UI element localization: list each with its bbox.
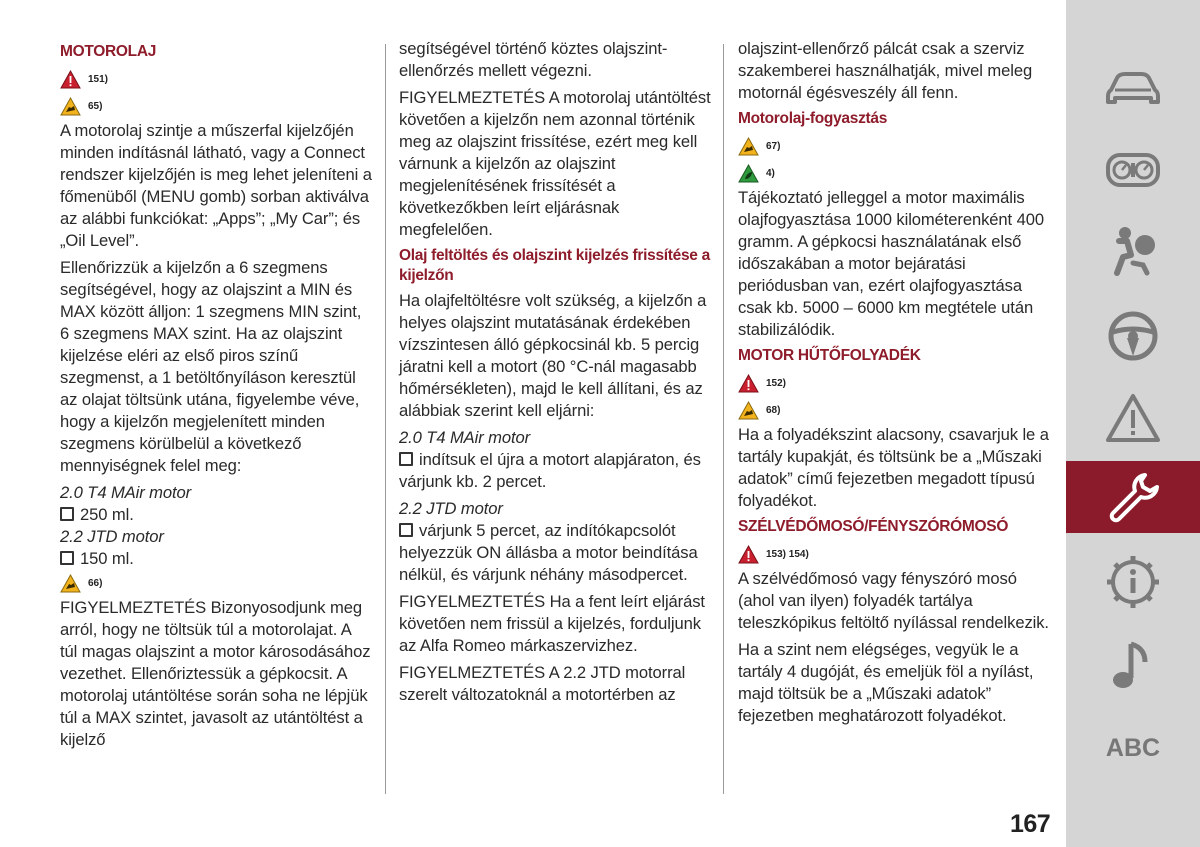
warning-ref-text: 151): [88, 74, 109, 85]
paragraph: FIGYELMEZTETÉS Bizonyosodjunk meg arról, hogy ne töltsük túl a motorolajat. A túl magas olajszint a motor károsodásához vezethet. Ellenőriztessük a gépkocsit. A motorolaj utántöltése során soha ne lépjük túl a MAX szintet, javasolt az utántöltést a kijelző: [60, 598, 371, 749]
chapter-sidebar: [1066, 0, 1200, 847]
engine-label: 2.2 JTD motor: [399, 499, 503, 518]
warning-ref-text: 67): [766, 141, 781, 152]
caution-hand-icon: [60, 97, 81, 116]
warning-ref: [738, 397, 1050, 424]
paragraph: segítségével történő köztes olajszint-ellenőrzés mellett végezni.: [399, 39, 668, 80]
paragraph: Ha olajfeltöltésre volt szükség, a kijelzőn a helyes olajszint mutatásának érdekében vízszintesen álló gépkocsinál kb. 5 percig járatni kell a motort (80 °C-nál magasabb hőmérsékleten), majd le kell állítani, és az alábbiak szerint kell eljárni:: [399, 291, 707, 420]
checkbox-bullet-icon: [399, 452, 413, 466]
warning-ref: [738, 541, 1050, 568]
danger-triangle-icon: [60, 70, 81, 89]
paragraph: olajszint-ellenőrző pálcát csak a szerviz szakemberei használhatják, mivel meleg motornál égésveszély áll fenn.: [738, 39, 1033, 102]
caution-hand-icon: [60, 574, 81, 593]
checkbox-bullet-icon: [60, 507, 74, 521]
steering-wheel-icon[interactable]: [1066, 300, 1200, 372]
paragraph: FIGYELMEZTETÉS Ha a fent leírt eljárást követően nem frissül a kijelzés, forduljunk az Alfa Romeo márkaszervizhez.: [399, 592, 705, 655]
abc-index-icon[interactable]: [1066, 712, 1200, 784]
section-heading-motorolaj-fogyasztas: Motorolaj-fogyasztás: [738, 110, 888, 127]
column-3: [738, 38, 1050, 732]
paragraph: Tájékoztató jelleggel a motor maximális olajfogyasztása 1000 kilométerenként 400 gramm. A gépkocsi használatának első időszakában a motor bejáratási periódusban van, ezért olajfogyasztása csak kb. 5000 – 6000 km megtétele után stabilizálódik.: [738, 188, 1044, 339]
paragraph: A motorolaj szintje a műszerfal kijelzőjén minden indításnál látható, vagy a Connect rendszer kijelzőjén is meg lehet jeleníteni a főmenüből (MENU gomb) sorban aktiválva az alábbi funkciókat: „Apps”; „My Car”; és „Oil Level”.: [60, 121, 372, 250]
column-divider: [385, 44, 386, 794]
paragraph: FIGYELMEZTETÉS A motorolaj utántöltést követően a kijelzőn nem azonnal történik meg az olajszint frissítése, ezért meg kell várnunk a kijelzőn az olajszint megjelenítésének frissítését a következőkben leírt eljárásnak megfelelően.: [399, 88, 711, 239]
caution-hand-icon: [738, 401, 759, 420]
danger-triangle-icon: [738, 374, 759, 393]
step-text: indítsuk el újra a motort alapjáraton, és várjunk kb. 2 percet.: [399, 450, 701, 491]
environment-leaf-icon: [738, 164, 759, 183]
warning-ref: [60, 66, 372, 93]
warning-ref: [738, 133, 1050, 160]
section-heading-szelvedomoso: SZÉLVÉDŐMOSÓ/FÉNYSZÓRÓMOSÓ: [738, 518, 1009, 535]
engine-label: 2.2 JTD motor: [60, 527, 164, 546]
column-divider: [723, 44, 724, 794]
section-heading-motor-hutofolyadek: MOTOR HŰTŐFOLYADÉK: [738, 347, 921, 364]
warning-ref-text: 65): [88, 101, 103, 112]
paragraph: Ha a szint nem elégséges, vegyük le a tartály 4 dugóját, és emeljük föl a nyílást, majd töltsük be a „Műszaki adatok” fejezetben meghatározott folyadékot.: [738, 640, 1034, 725]
amount-item: [60, 504, 372, 526]
abc-label: ABC: [1105, 733, 1161, 762]
step-text: várjunk 5 percet, az indítókapcsolót helyezzük ON állásba a motor beindítása nélkül, és várjunk néhány másodpercet.: [399, 521, 698, 584]
section-heading-olaj-feltoltes: Olaj feltöltés és olajszint kijelzés frissítése a kijelzőn: [399, 247, 710, 284]
warning-ref: [738, 370, 1050, 397]
page-number: 167: [1010, 810, 1051, 838]
warning-ref-text: 66): [88, 578, 103, 589]
paragraph: A szélvédőmosó vagy fényszóró mosó (ahol van ilyen) folyadék tartálya teleszkópikus feltöltő nyílással rendelkezik.: [738, 569, 1049, 632]
dashboard-icon[interactable]: [1066, 134, 1200, 206]
paragraph: Ellenőrizzük a kijelzőn a 6 szegmens segítségével, hogy az olajszint a MIN és MAX között álljon: 1 szegmens MIN szint, 6 szegmens MAX szint. Ha az olajszint kijelzése eléri az első piros színű szegmenst, a 1 betöltőnyíláson keresztül az olajat töltsünk utána, figyelembe véve, hogy a kijelzőn megjelenített minden szegmens körülbelül a következő mennyiségnek felel meg:: [60, 258, 362, 475]
warning-ref-text: 4): [766, 168, 775, 179]
warning-ref-text: 153) 154): [766, 549, 809, 560]
amount-text: 150 ml.: [80, 549, 134, 568]
wrench-icon[interactable]: [1066, 461, 1200, 533]
engine-label: 2.0 T4 MAir motor: [60, 483, 192, 502]
warning-ref: [60, 570, 372, 597]
warning-ref-text: 152): [766, 378, 787, 389]
airbag-icon[interactable]: [1066, 215, 1200, 287]
column-2: [399, 38, 711, 711]
section-heading-motorolaj: MOTOROLAJ: [60, 43, 157, 60]
paragraph: Ha a folyadékszint alacsony, csavarjuk le a tartály kupakját, és töltsünk be a „Műszaki adatok” című fejezetben megadott típusú folyadékot.: [738, 425, 1049, 510]
music-note-icon[interactable]: [1066, 630, 1200, 702]
checkbox-bullet-icon: [399, 523, 413, 537]
step-item: [399, 449, 711, 493]
warning-ref-text: 68): [766, 405, 781, 416]
car-icon[interactable]: [1066, 52, 1200, 124]
column-1: [60, 38, 372, 756]
amount-text: 250 ml.: [80, 505, 134, 524]
warning-ref: [60, 93, 372, 120]
caution-hand-icon: [738, 137, 759, 156]
paragraph: FIGYELMEZTETÉS A 2.2 JTD motorral szerelt változatoknál a motortérben az: [399, 663, 686, 704]
warning-triangle-icon[interactable]: [1066, 382, 1200, 454]
danger-triangle-icon: [738, 545, 759, 564]
checkbox-bullet-icon: [60, 551, 74, 565]
step-item: [399, 520, 711, 586]
warning-ref: [738, 160, 1050, 187]
engine-label: 2.0 T4 MAir motor: [399, 428, 531, 447]
amount-item: [60, 548, 372, 570]
info-gear-icon[interactable]: [1066, 546, 1200, 618]
